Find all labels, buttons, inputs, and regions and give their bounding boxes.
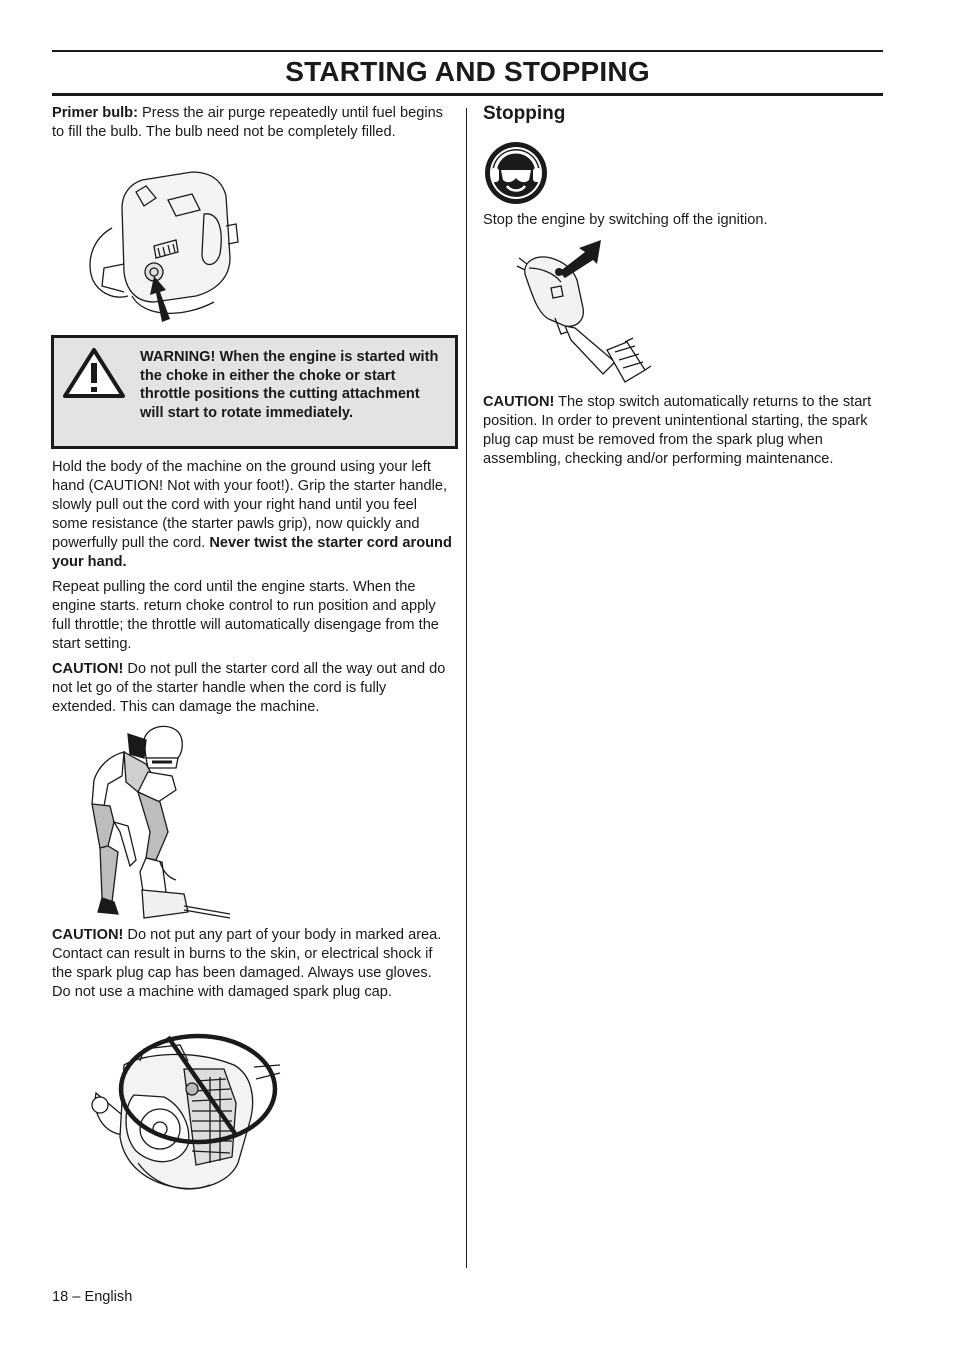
warning-triangle-icon <box>62 347 126 399</box>
caution-starter-cord: CAUTION! Do not pull the starter cord all the way out and do not let go of the starter handle when the cord is fully extended. This can damage the machine. <box>52 661 446 715</box>
stop-switch-illustration <box>515 238 655 388</box>
primer-bulb-illustration <box>84 168 254 328</box>
repeat-paragraph: Repeat pulling the cord until the engine starts. When the engine starts. return choke control to run position and apply full throttle; the throttle will automatically disengage from the start setting. <box>52 579 439 652</box>
page-title: STARTING AND STOPPING <box>285 56 650 87</box>
warning-box <box>51 335 458 449</box>
stop-instruction: Stop the engine by switching off the ignition. <box>483 212 768 228</box>
hold-paragraph: Hold the body of the machine on the ground using your left hand (CAUTION! Not with your foot!). Grip the starter handle, slowly pull out the cord with your right hand until you feel some resistance (the starter pawls grip), now quickly and powerfully pull the cord. Never twist the starter cord around your hand. <box>52 459 452 570</box>
header-bottom-rule <box>52 93 883 96</box>
caution-stop-switch: CAUTION! The stop switch automatically returns to the start position. In order to prevent unintentional starting, the spark plug cap must be removed from the spark plug when assembling, checking and/or performing maintenance. <box>483 394 872 467</box>
header-top-rule <box>52 50 883 52</box>
operator-starting-illustration <box>84 722 234 922</box>
warning-text: WARNING! When the engine is started with the choke in either the choke or start throttle positions the cutting attachment will start to rotate immediately. <box>140 349 439 421</box>
engine-prohibited-area-illustration <box>84 1025 284 1200</box>
section-heading-stopping: Stopping <box>483 103 566 124</box>
page-footer: 18 – English <box>52 1289 133 1305</box>
caution-body-area: CAUTION! Do not put any part of your body in marked area. Contact can result in burns to the skin, or electrical shock if the spark plug cap has been damaged. Always use gloves. Do not use a machine with damaged spark plug cap. <box>52 927 442 1000</box>
eye-ear-protection-icon <box>483 140 549 206</box>
column-divider <box>466 108 467 1268</box>
primer-paragraph: Primer bulb: Press the air purge repeatedly until fuel begins to fill the bulb. The bulb need not be completely filled. <box>52 105 443 140</box>
